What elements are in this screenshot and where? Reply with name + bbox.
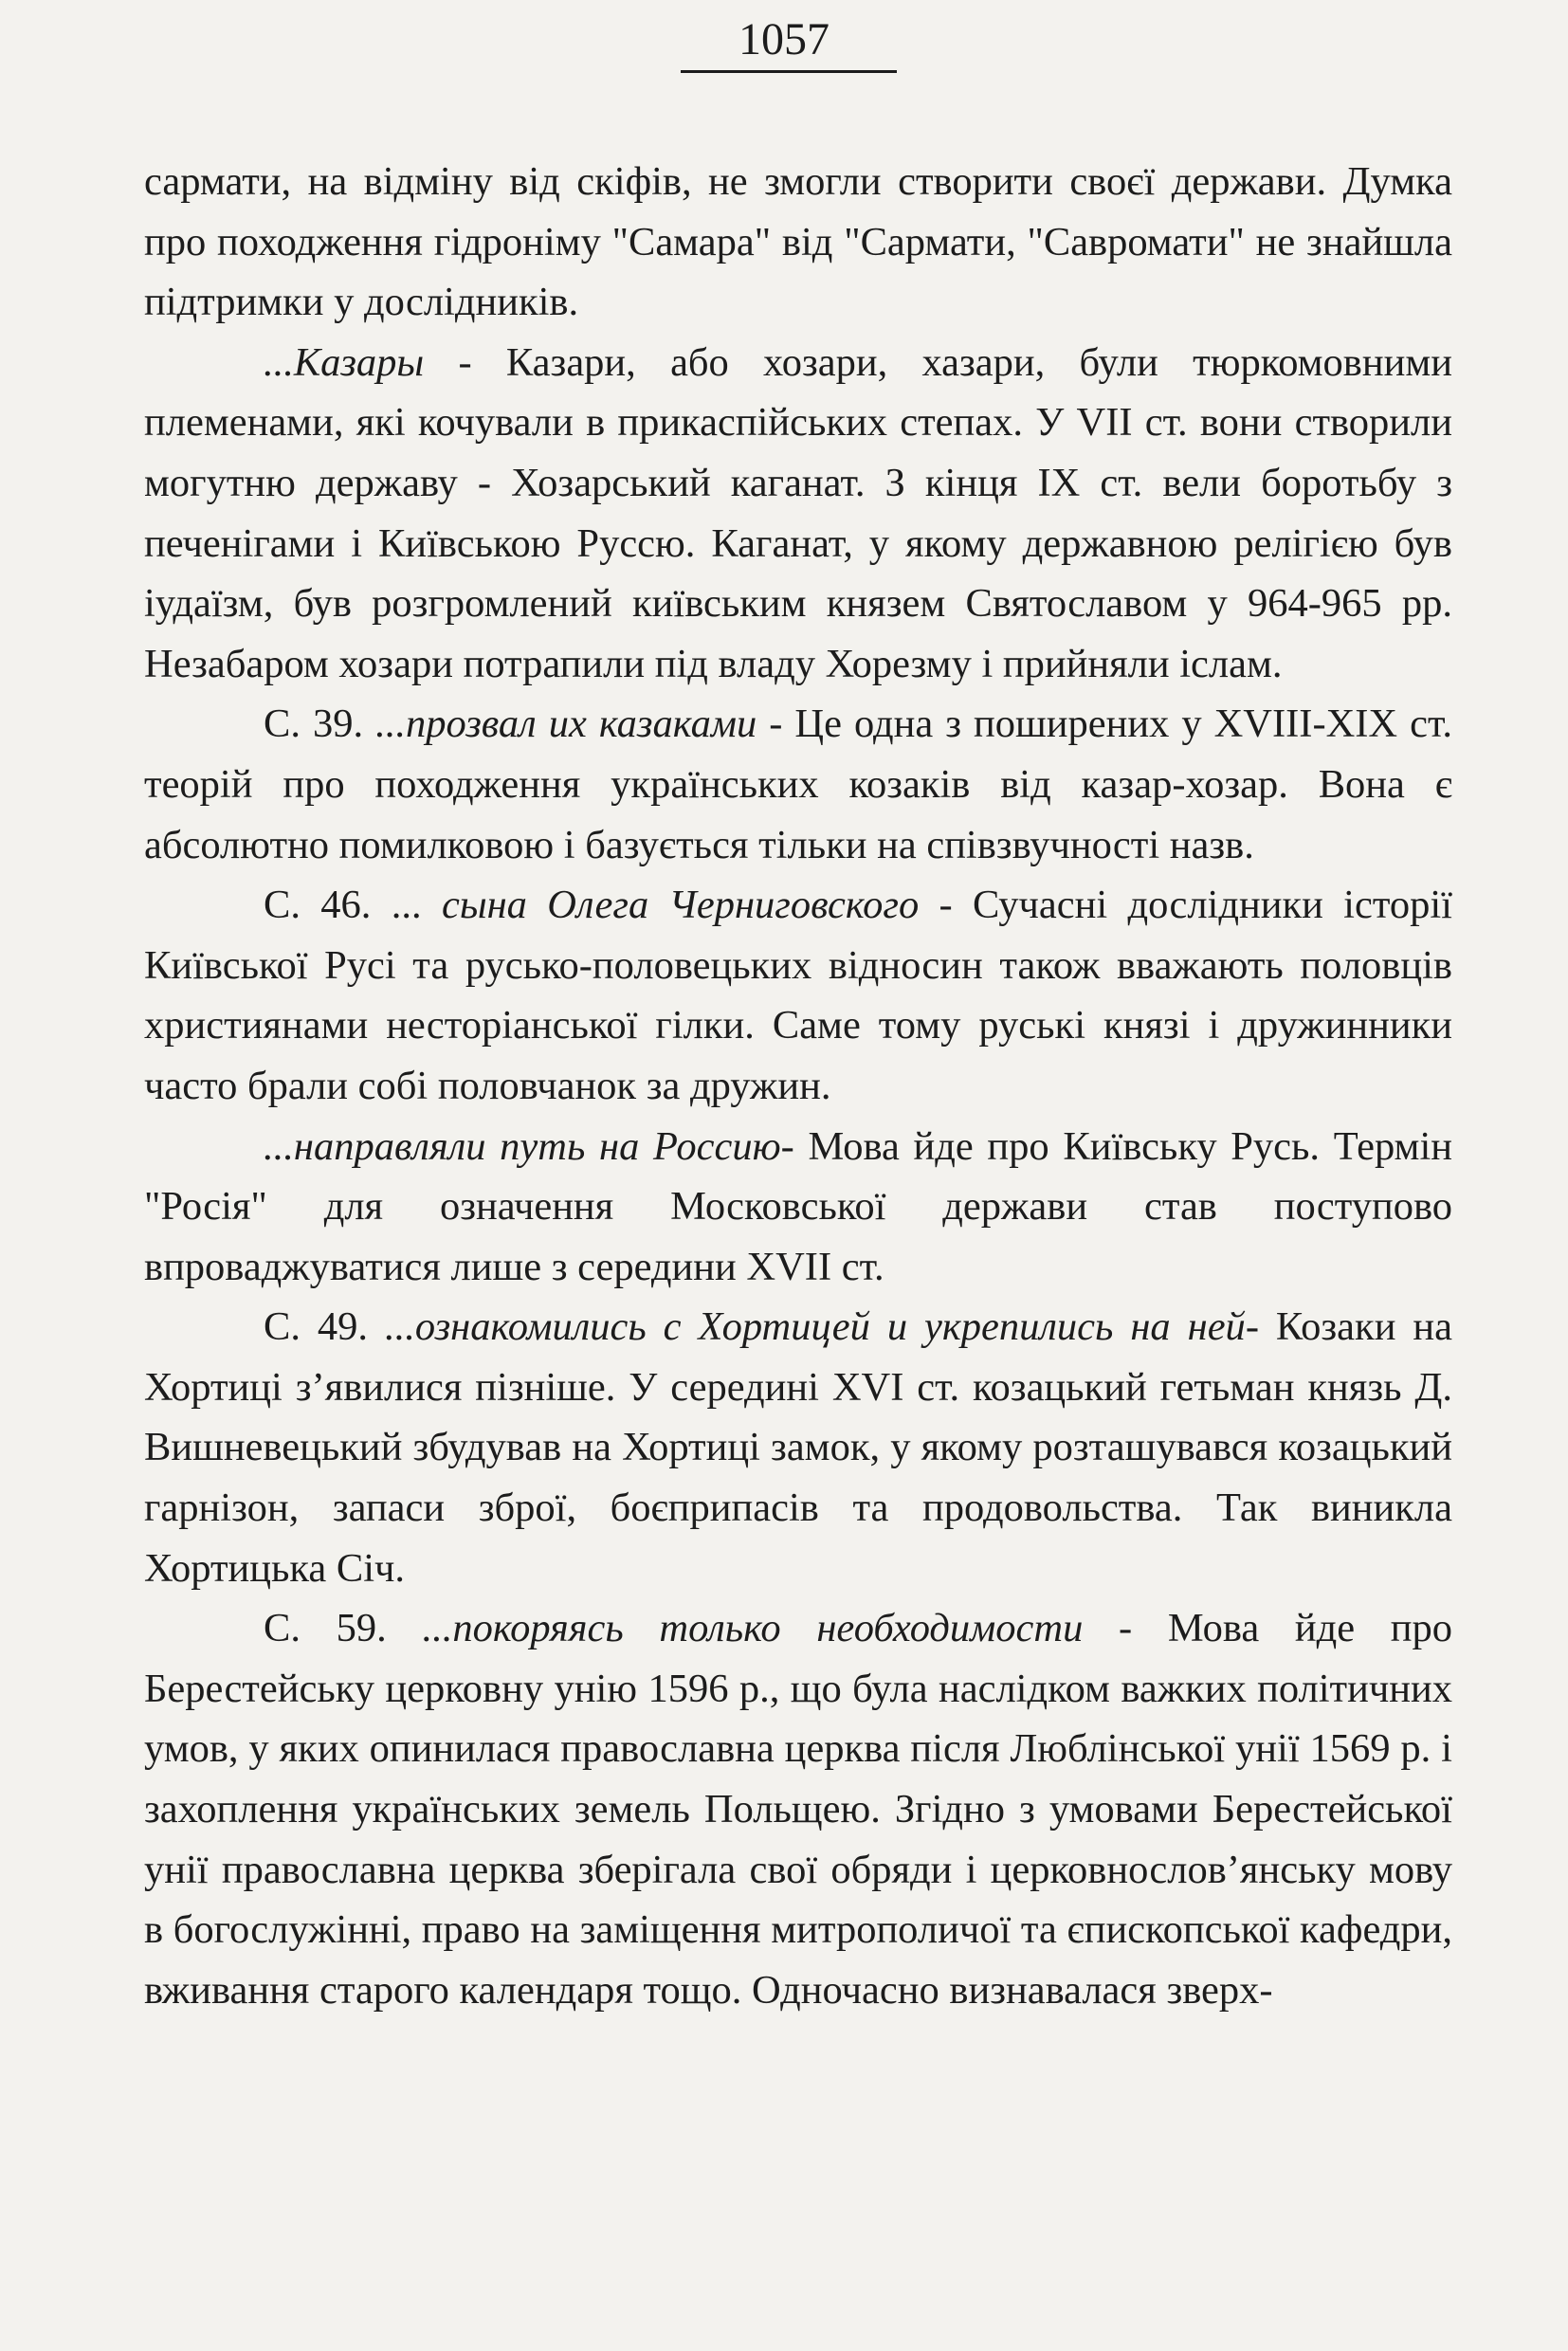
paragraph: С. 46. ... сына Олега Черниговского - Сучасні дослідники історії Київської Русі та русько-половецьких відносин також вважають половців християнами несторіанської гілки. Саме тому руські князі і дружинники часто брали собі половчанок за дружин. [144,883,1452,1108]
paragraph: С. 39. ...прозвал их казаками - Це одна з поширених у XVIII-XIX ст. теорій про походження українських козаків від казар-хозар. Вона є абсолютно помилковою і базується тільки на співзвучності назв. [144,702,1453,867]
paragraph: ...Казары - Казари, або хозари, хазари, були тюркомовними племенами, які кочували в прикаспійських степах. У VII ст. вони створили могутню державу - Хозарський каганат. З кінця IX ст. вели боротьбу з печенігами і Київською Руссю. Каганат, у якому державною релігією був іудаїзм, був розгромлений київським князем Святославом у 964-965 рр. Незабаром хозари потрапили під владу Хорезму і прийняли іслам. [144,339,1452,686]
paragraph: С. 49. ...ознакомились с Хортицей и укрепились на ней- Козаки на Хортиці з’явилися пізніше. У середині XVI ст. козацький гетьман князь Д. Вишневецький збудував на Хортиці замок, у якому розташувався козацький гарнізон, запаси зброї, боєприпасів та продовольства. Так виникла Хортицька Січ. [144,1304,1452,1591]
paragraph: ...направляли путь на Россию- Мова йде про Київську Русь. Термін "Росія" для означення Московської держави став поступово впроваджуватися лише з середини XVII ст. [144,1123,1452,1289]
page-number: 1057 [738,14,830,64]
page-body [144,152,1452,2020]
paragraph: сармати, на відміну від скіфів, не змогли створити своєї держави. Думка про походження гідроніму "Самара" від "Сармати, "Савромати" не знайшла підтримки у дослідників. [144,159,1452,325]
paragraph: С. 59. ...покоряясь только необходимости - Мова йде про Берестейську церковну унію 1596 р., що була наслідком важких політичних умов, у яких опинилася православна церква після Люблінської унії 1569 р. і захоплення українських земель Польщею. Згідно з умовами Берестейської унії православна церква зберігала свої обряди і церковнослов’янську мову в богослужінні, право на заміщення митрополичої та єпископської кафедри, вживання старого календаря тощо. Одночасно визнавалася зверх- [144,1606,1452,2013]
page-number-underline [681,70,897,73]
